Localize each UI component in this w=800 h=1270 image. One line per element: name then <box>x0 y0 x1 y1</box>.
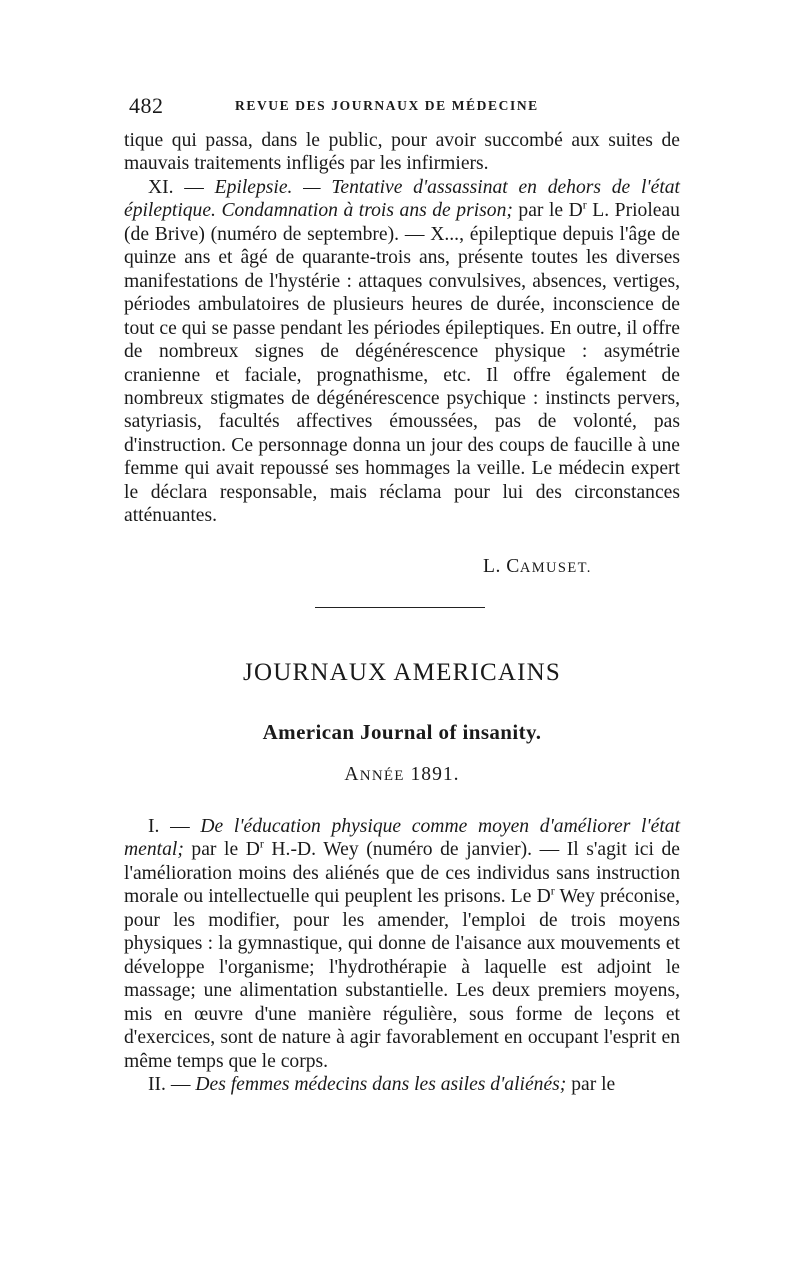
section-a-text <box>124 129 680 528</box>
paragraph-item-ii <box>124 1073 680 1096</box>
year-number: 1891. <box>404 764 460 785</box>
section-heading: JOURNAUX AMERICAINS <box>243 659 561 686</box>
signature-rest: AMUSET. <box>519 560 592 576</box>
item-body-rest: Wey préconise, pour les modifier, pour les amender, l'emploi de trois moyens physiques : la gymnastique, qui donne de l'aisance aux mouvements et développe l'organisme; l'hydrothérapie à laquelle est adjoint le massage; une alimentation substantielle. Les deux premiers moyens, mis en œuvre d'une manière régulière, sous forme de leçons et d'exercices, sont de nature à agir favorablement en occupant l'esprit en même temps que le corps. <box>124 886 680 1072</box>
paragraph-item-xi <box>124 176 680 528</box>
year-word-first: A <box>344 764 360 785</box>
item-author: par le D <box>512 200 583 222</box>
journal-title: American Journal of insanity. <box>262 720 542 744</box>
doctor-superscript: r <box>550 883 555 898</box>
item-body: par le <box>566 1073 616 1095</box>
section-b-text <box>124 815 680 1096</box>
year-word <box>344 764 404 785</box>
item-number: I. <box>148 816 160 837</box>
item-author: par le D <box>183 839 260 861</box>
doctor-superscript: r <box>259 836 264 851</box>
item-dash: — <box>159 816 201 837</box>
section-separator-rule <box>315 607 485 608</box>
doctor-superscript: r <box>582 197 587 212</box>
page-number: 482 <box>129 93 164 118</box>
running-head <box>127 93 680 119</box>
item-dash: — <box>165 1073 196 1095</box>
year-line <box>124 764 680 786</box>
item-body: H.-D. Wey (numéro de janvier). — Il s'agit ici de l'amélioration moins des aliénés que de ces individus sans instruction morale ou intellectuelle qui peuplent les prisons. Le <box>124 839 680 908</box>
item-body: L. Prioleau (de Brive) (numéro de septembre). — X..., épileptique depuis l'âge de quinze ans et âgé de quarante-trois ans, présente toutes les diverses manifestations de l'hystérie : attaques convulsives, absences, vertiges, périodes ambulatoires de plusieurs heures de durée, inconscience de tout ce qui se passe pendant les périodes épileptiques. En outre, il offre de nombreux signes de dégénérescence physique : asymétrie cranienne et faciale, prognathisme, etc. Il offre également de nombreux stigmates de dégénérescence psychique : instincts pervers, satyriasis, facultés affectives émoussées, pas de volonté, pas d'instruction. Ce personnage donna un jour des coups de faucille à une femme qui avait repoussé ses hommages la veille. Le médecin expert le déclara responsable, mais réclama pour lui des circonstances atténuantes. <box>124 200 680 527</box>
signature-initial: L. C <box>483 556 520 577</box>
item-number: XI. <box>148 176 174 198</box>
paragraph-continuation: tique qui passa, dans le public, pour avoir succombé aux suites de mauvais traitements infligés par les infirmiers. <box>124 130 680 175</box>
item-italic-title: Des femmes médecins dans les asiles d'aliénés; <box>195 1073 567 1095</box>
item-italic-title: Epilepsie. — Tentative d'assassinat en dehors de l'état épileptique. Condamnation à trois ans de prison; <box>124 176 680 222</box>
year-word-rest: NNÉE <box>359 768 405 784</box>
running-title: REVUE DES JOURNAUX DE MÉDECINE <box>235 98 539 113</box>
paragraph-item-i <box>124 815 680 1073</box>
item-number: II. <box>148 1073 166 1095</box>
doctor-abbrev: D <box>536 886 551 908</box>
author-signature <box>483 556 592 578</box>
item-dash: — <box>173 176 215 198</box>
item-italic-title: De l'éducation physique comme moyen d'améliorer l'état mental; <box>124 816 681 861</box>
